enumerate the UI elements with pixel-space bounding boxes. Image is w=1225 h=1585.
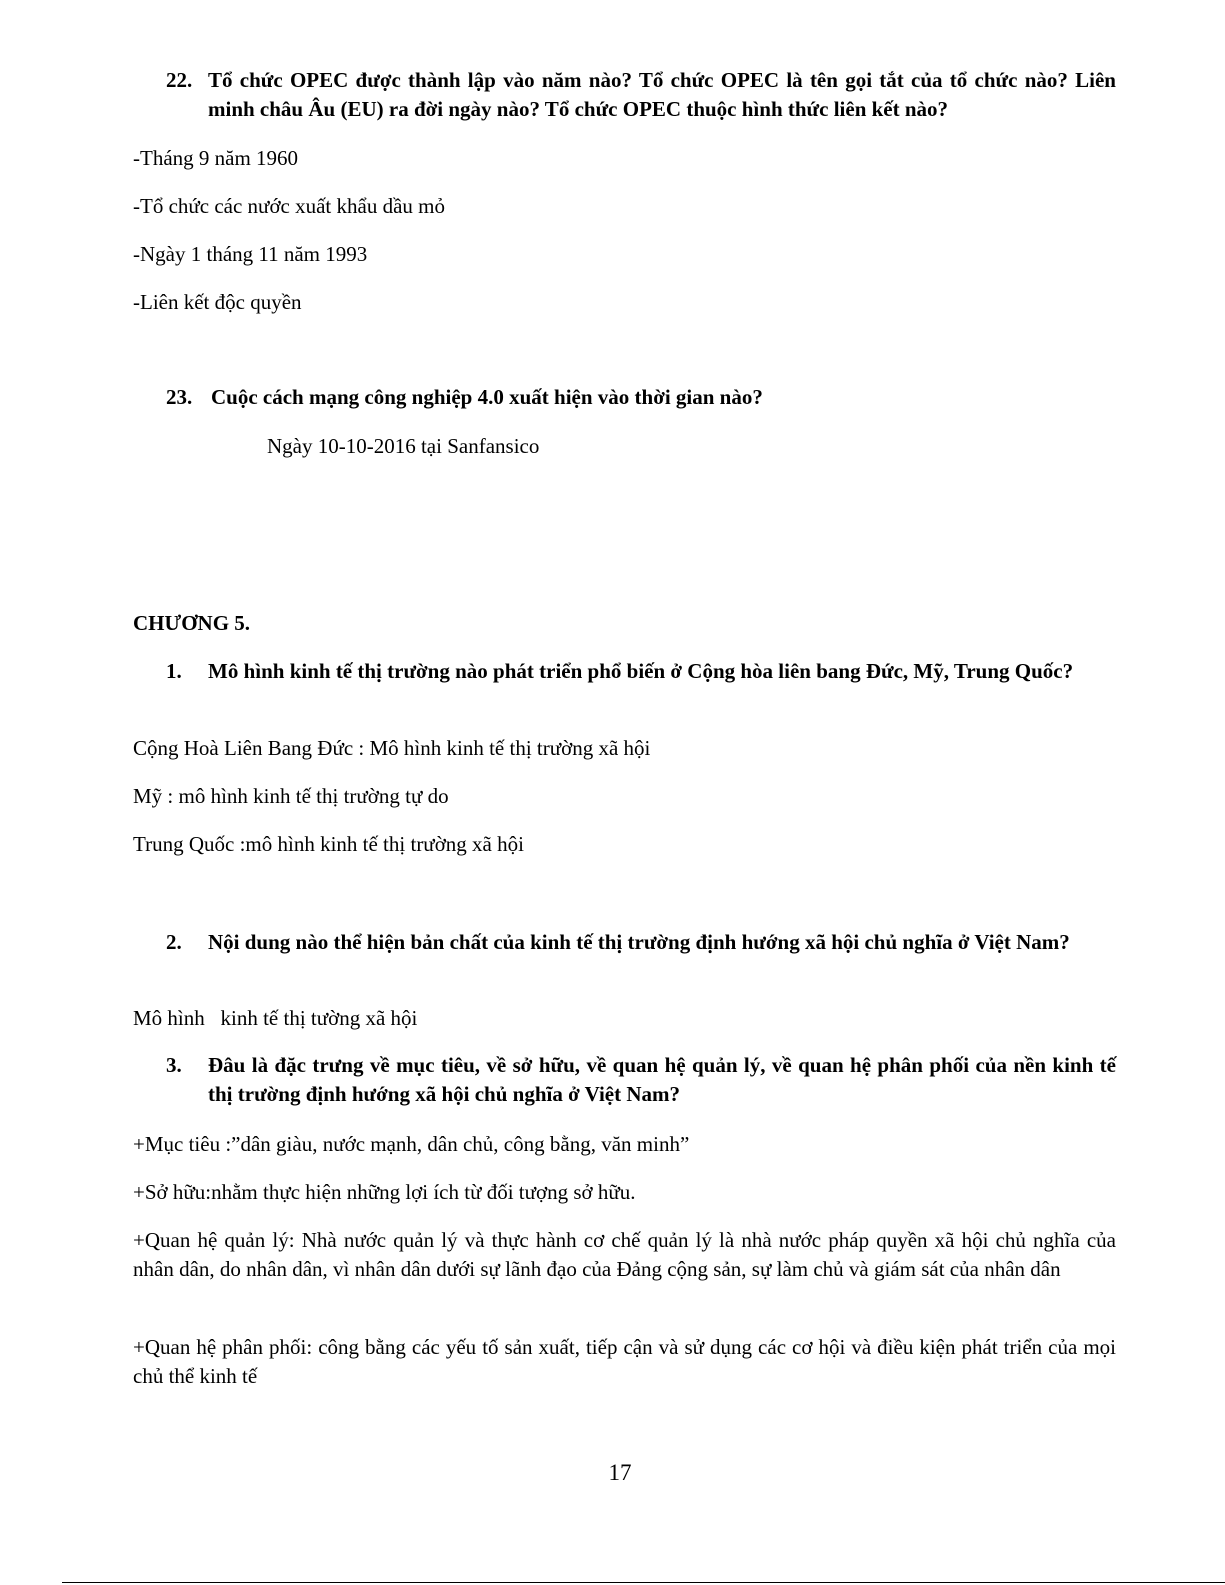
question-text: Tổ chức OPEC được thành lập vào năm nào? Tổ chức OPEC là tên gọi tắt của tổ chức nào? Liên minh châu Âu (EU) ra đời ngày nào? Tổ chức OPEC thuộc hình thức liên kết nào? <box>208 68 1116 121</box>
question-22 <box>166 66 1116 124</box>
question-number: 2. <box>166 930 182 954</box>
question-number: 22. <box>166 68 193 92</box>
answer-line: Trung Quốc :mô hình kinh tế thị trường xã hội <box>133 832 524 856</box>
question-text: Cuộc cách mạng công nghiệp 4.0 xuất hiện vào thời gian nào? <box>211 385 763 409</box>
chapter-heading: CHƯƠNG 5. <box>133 611 251 635</box>
answer-line: -Tổ chức các nước xuất khẩu dầu mỏ <box>133 194 445 218</box>
question-text: Đâu là đặc trưng về mục tiêu, về sở hữu, về quan hệ quản lý, về quan hệ phân phối của nền kinh tế thị trường định hướng xã hội chủ nghĩa ở Việt Nam? <box>208 1053 1116 1106</box>
chapter5-question-3 <box>166 1051 1116 1109</box>
answer-line: Ngày 10-10-2016 tại Sanfansico <box>267 434 540 458</box>
question-number: 1. <box>166 659 182 683</box>
answer-line: -Tháng 9 năm 1960 <box>133 146 299 170</box>
question-23 <box>166 383 1116 412</box>
answer-line: +Mục tiêu :”dân giàu, nước mạnh, dân chủ, công bằng, văn minh” <box>133 1132 690 1156</box>
chapter5-question-1 <box>166 657 1116 686</box>
question-number: 23. <box>166 385 193 409</box>
answer-line: -Ngày 1 tháng 11 năm 1993 <box>133 242 368 266</box>
answer-line: Mỹ : mô hình kinh tế thị trường tự do <box>133 784 449 808</box>
answer-paragraph: +Quan hệ quản lý: Nhà nước quản lý và thực hành cơ chế quản lý là nhà nước pháp quyền xã hội chủ nghĩa của nhân dân, do nhân dân, vì nhân dân dưới sự lãnh đạo của Đảng cộng sản, sự làm chủ và giám sát của nhân dân <box>133 1228 1116 1281</box>
answer-line: Cộng Hoà Liên Bang Đức : Mô hình kinh tế thị trường xã hội <box>133 736 651 760</box>
answer-line: Mô hình kinh tế thị tường xã hội <box>133 1006 418 1030</box>
answer-paragraph: +Quan hệ phân phối: công bằng các yếu tố sản xuất, tiếp cận và sử dụng các cơ hội và điều kiện phát triển của mọi chủ thể kinh tế <box>133 1335 1116 1388</box>
question-text: Mô hình kinh tế thị trường nào phát triển phổ biến ở Cộng hòa liên bang Đức, Mỹ, Trung Quốc? <box>208 659 1074 683</box>
chapter5-question-2 <box>166 928 1116 957</box>
answer-line: -Liên kết độc quyền <box>133 290 302 314</box>
question-number: 3. <box>166 1053 182 1077</box>
question-text: Nội dung nào thể hiện bản chất của kinh tế thị trường định hướng xã hội chủ nghĩa ở Việt Nam? <box>208 930 1070 954</box>
page-number: 17 <box>608 1460 632 1485</box>
answer-line: +Sở hữu:nhằm thực hiện những lợi ích từ đối tượng sở hữu. <box>133 1180 636 1204</box>
bottom-divider <box>62 1582 1225 1583</box>
